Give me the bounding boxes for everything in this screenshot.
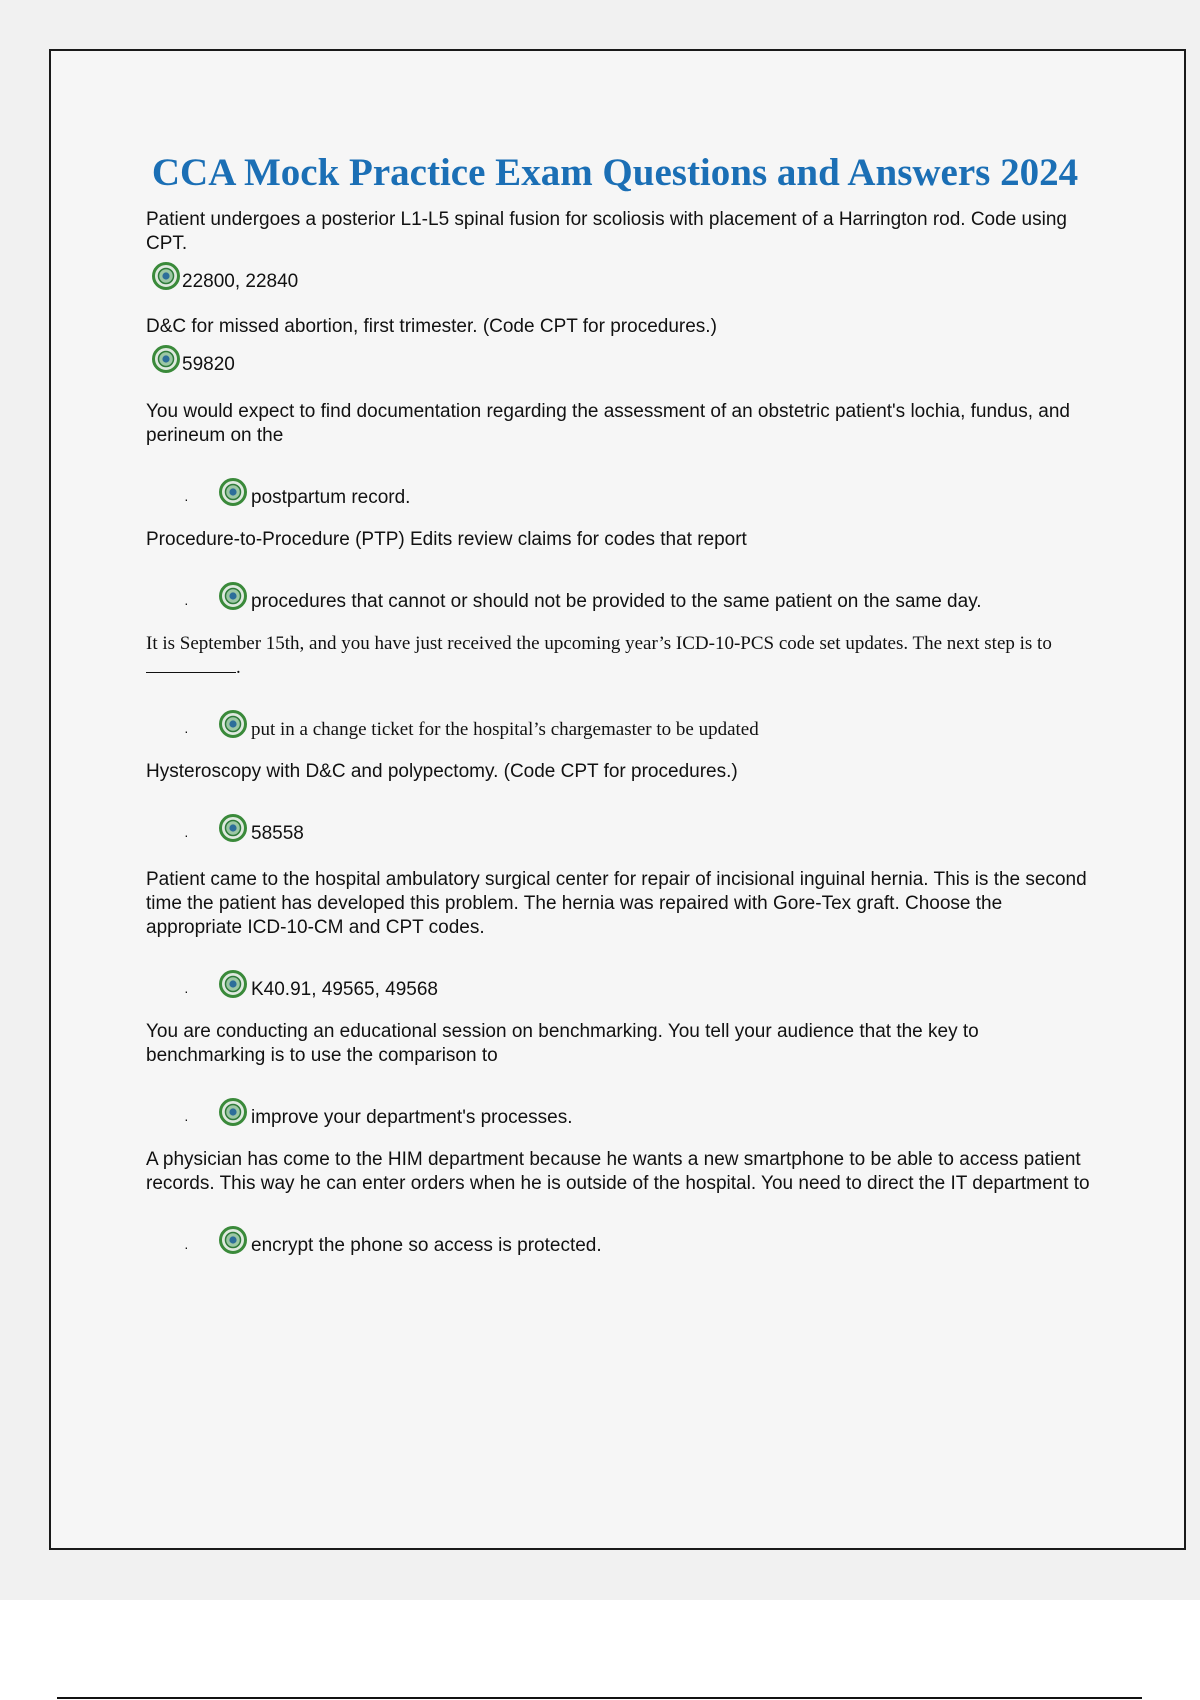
answer-text: K40.91, 49565, 49568 [251,979,439,1000]
answer-item [146,1098,1096,1132]
bullet-dot: · [184,595,189,611]
document-title: CCA Mock Practice Exam Questions and Answers 2024 [151,151,1079,194]
fill-in-blank [146,656,236,673]
question-text-main: It is September 15th, and you have just received the upcoming year’s ICD-10-PCS code set updates. The next step is to [146,633,1052,654]
target-check-icon [152,262,180,290]
target-check-icon [219,478,247,506]
target-check-icon [219,582,247,610]
answer-item [146,814,1096,848]
answer-text: 22800, 22840 [182,271,299,292]
question-text: Patient came to the hospital ambulatory surgical center for repair of incisional inguinal hernia. This is the second time the patient has developed this problem. The hernia was repaired with Gore-Tex graft. Choose the appropriate ICD-10-CM and CPT codes. [146,869,1087,938]
bullet-dot: · [184,723,189,739]
answer-text: encrypt the phone so access is protected. [251,1235,602,1256]
question-text: You would expect to find documentation regarding the assessment of an obstetric patient's lochia, fundus, and perineum on the [146,401,1070,446]
question-text: Patient undergoes a posterior L1-L5 spinal fusion for scoliosis with placement of a Harrington rod. Code using CPT. [146,209,1067,254]
bullet-dot: · [184,983,189,999]
question-text: D&C for missed abortion, first trimester. (Code CPT for procedures.) [146,316,717,337]
footer-divider [57,1697,1142,1699]
question-text-suffix: . [236,657,241,678]
answer-text: improve your department's processes. [251,1107,573,1128]
answer-item [146,1226,1096,1260]
answer-item [146,262,1096,296]
bullet-dot: · [184,491,189,507]
answer-text: postpartum record. [251,487,411,508]
target-check-icon [219,970,247,998]
target-check-icon [219,1098,247,1126]
target-check-icon [219,1226,247,1254]
answer-text: 58558 [251,823,304,844]
target-check-icon [152,345,180,373]
question-text: Hysteroscopy with D&C and polypectomy. (Code CPT for procedures.) [146,761,738,782]
answer-item [146,478,1096,512]
question-text: A physician has come to the HIM department because he wants a new smartphone to be able to access patient records. This way he can enter orders when he is outside of the hospital. You need to direct the IT department to [146,1149,1090,1194]
question-text [146,632,1096,680]
bullet-dot: · [184,827,189,843]
answer-item [146,345,1096,379]
target-check-icon [219,710,247,738]
answer-item [146,970,1096,1004]
bullet-dot: · [184,1111,189,1127]
question-text: You are conducting an educational session on benchmarking. You tell your audience that the key to benchmarking is to use the comparison to [146,1021,979,1066]
answer-text: put in a change ticket for the hospital’s chargemaster to be updated [251,719,759,740]
answer-text: 59820 [182,354,235,375]
bullet-dot: · [184,1239,189,1255]
answer-item [146,582,1096,616]
question-text: Procedure-to-Procedure (PTP) Edits review claims for codes that report [146,529,747,550]
question-list [146,208,1096,1260]
answer-text: procedures that cannot or should not be provided to the same patient on the same day. [251,591,982,612]
answer-item [146,710,1096,744]
target-check-icon [219,814,247,842]
